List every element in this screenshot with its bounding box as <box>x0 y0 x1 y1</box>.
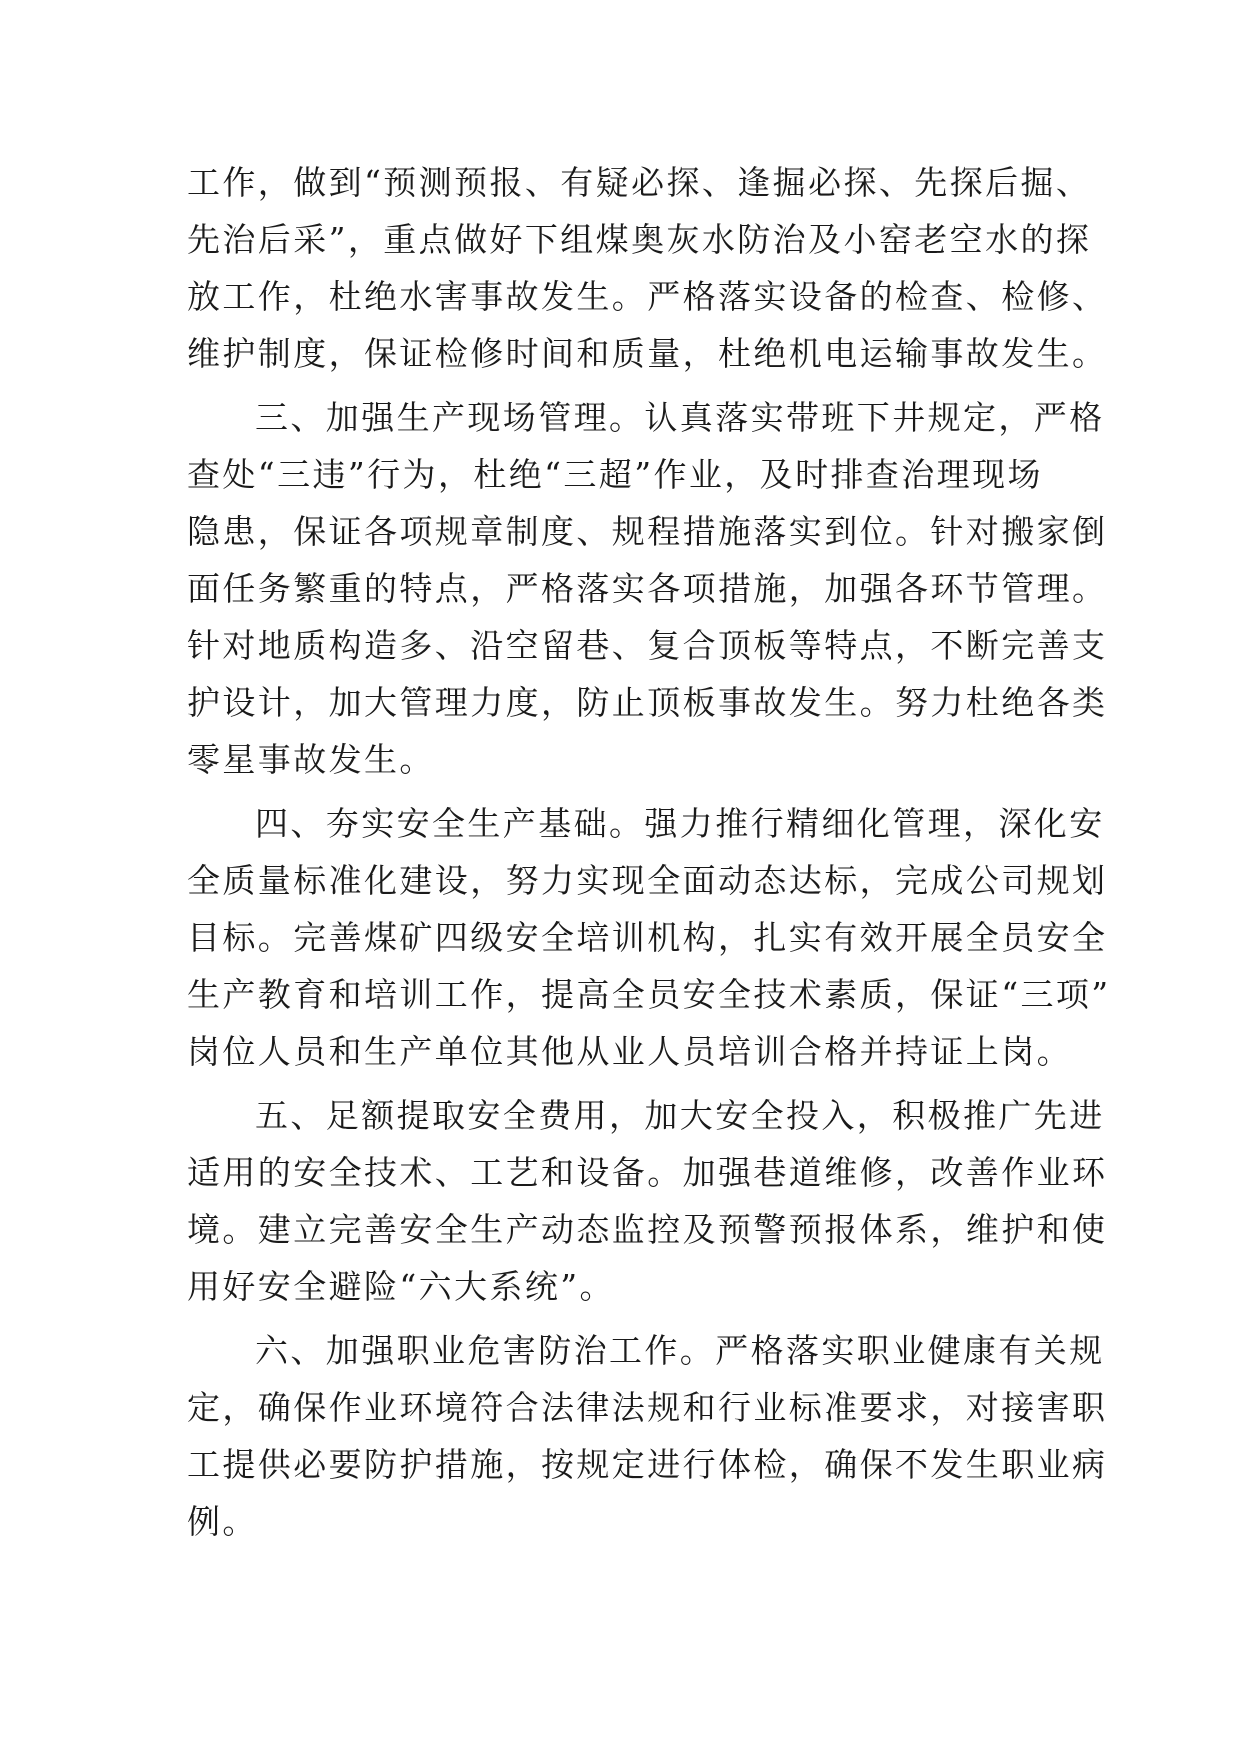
text-line: 工提供必要防护措施，按规定进行体检，确保不发生职业病 <box>187 1445 1108 1484</box>
text-line: 维护制度，保证检修时间和质量，杜绝机电运输事故发生。 <box>187 334 1108 373</box>
text-line: 全质量标准化建设，努力实现全面动态达标，完成公司规划 <box>187 861 1108 900</box>
paragraph-continued <box>187 154 1108 382</box>
text-line: 用好安全避险“六大系统”。 <box>187 1267 615 1306</box>
text-line: 零星事故发生。 <box>187 740 435 779</box>
text-line: 针对地质构造多、沿空留巷、复合顶板等特点，不断完善支 <box>187 626 1108 665</box>
text-line: 五、足额提取安全费用，加大安全投入，积极推广先进 <box>255 1096 1105 1135</box>
paragraph-section-4 <box>187 795 1111 1080</box>
paragraph-section-5 <box>187 1087 1108 1315</box>
text-line: 隐患，保证各项规章制度、规程措施落实到位。针对搬家倒 <box>187 512 1108 551</box>
text-line: 岗位人员和生产单位其他从业人员培训合格并持证上岗。 <box>187 1032 1072 1071</box>
text-line: 先治后采”，重点做好下组煤奥灰水防治及小窑老空水的探 <box>187 220 1092 259</box>
text-line: 六、加强职业危害防治工作。严格落实职业健康有关规 <box>255 1331 1105 1370</box>
text-line: 放工作，杜绝水害事故发生。严格落实设备的检查、检修、 <box>187 277 1108 316</box>
text-line: 定，确保作业环境符合法律法规和行业标准要求，对接害职 <box>187 1388 1108 1427</box>
text-line: 工作，做到“预测预报、有疑必探、逢掘必探、先探后掘、 <box>187 163 1092 202</box>
text-line: 适用的安全技术、工艺和设备。加强巷道维修，改善作业环 <box>187 1153 1108 1192</box>
text-line: 查处“三违”行为，杜绝“三超”作业，及时排查治理现场 <box>187 455 1043 494</box>
document-body <box>187 154 1111 1557</box>
text-line: 生产教育和培训工作，提高全员安全技术素质，保证“三项” <box>187 975 1111 1014</box>
text-line: 面任务繁重的特点，严格落实各项措施，加强各环节管理。 <box>187 569 1108 608</box>
text-line: 四、夯实安全生产基础。强力推行精细化管理，深化安 <box>255 804 1105 843</box>
text-line: 三、加强生产现场管理。认真落实带班下井规定，严格 <box>255 398 1105 437</box>
paragraph-section-6 <box>187 1322 1108 1550</box>
text-line: 护设计，加大管理力度，防止顶板事故发生。努力杜绝各类 <box>187 683 1108 722</box>
text-line: 例。 <box>187 1502 258 1541</box>
text-line: 目标。完善煤矿四级安全培训机构，扎实有效开展全员安全 <box>187 918 1108 957</box>
paragraph-section-3 <box>187 389 1108 788</box>
text-line: 境。建立完善安全生产动态监控及预警预报体系，维护和使 <box>187 1210 1108 1249</box>
